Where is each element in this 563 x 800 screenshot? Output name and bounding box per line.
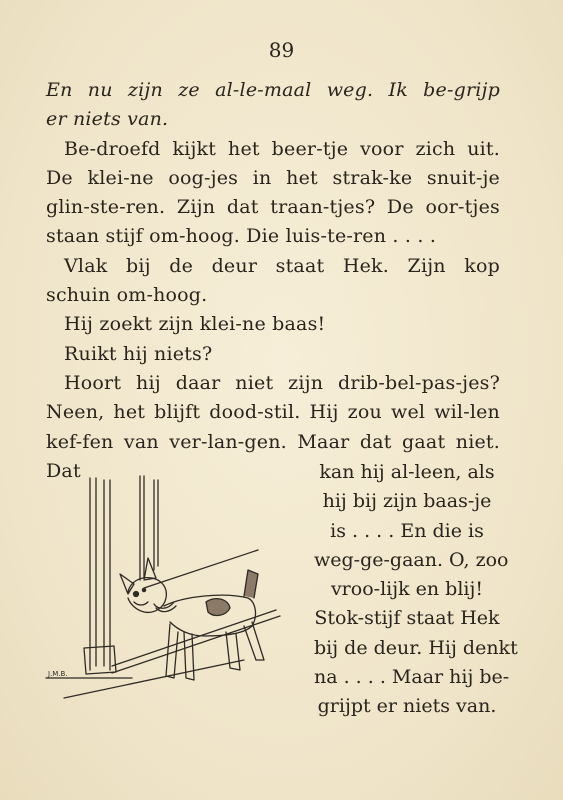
text-line: Vlak bij de deur staat Hek. Zijn kop — [64, 254, 500, 277]
illustrator-signature: J.M.B. — [48, 670, 68, 678]
text-line: bij de deur. Hij denkt — [314, 636, 518, 659]
text-line: De klei-ne oog-jes in het strak-ke snuit-je — [46, 166, 500, 189]
text-line: Stok-stijf staat Hek — [314, 607, 500, 630]
text-line: kan hij al-leen, als — [319, 461, 495, 483]
paragraph-5 — [46, 340, 500, 369]
body-text — [46, 76, 500, 486]
text-line: na . . . . Maar hij be- — [314, 666, 510, 689]
text-line: er niets van. — [46, 108, 169, 131]
text-line: Hoort hij daar niet zijn drib-bel-pas-jes? — [64, 371, 500, 394]
text-line: grijpt er niets van. — [317, 695, 497, 718]
paragraph-4 — [46, 310, 500, 339]
text-line: Hij zoekt zijn klei-ne baas! — [64, 313, 326, 336]
text-line: is . . . . En die is — [330, 519, 484, 542]
wrapped-text-column — [300, 458, 518, 722]
paragraph-3 — [46, 252, 500, 311]
text-line: staan stijf om-hoog. Die luis-te-ren . . . . — [46, 225, 437, 248]
text-line: schuin om-hoog. — [46, 284, 208, 307]
dog-at-door-illustration — [44, 470, 300, 706]
text-line: En nu zijn ze al-le-maal weg. Ik be-grijp — [46, 79, 500, 101]
page-number: 89 — [268, 38, 295, 62]
paragraph-2 — [46, 135, 500, 252]
paragraph-1 — [46, 76, 500, 135]
text-line: Be-droefd kijkt het beer-tje voor zich uit. — [64, 137, 500, 160]
text-line: hij bij zijn baas-je — [322, 490, 492, 513]
text-line: vroo-lijk en blij! — [330, 578, 484, 601]
text-line: Neen, het blijft dood-stil. Hij zou wel wil-len — [46, 401, 500, 424]
text-line: weg-ge-gaan. O, zoo — [314, 548, 509, 571]
text-line: glin-ste-ren. Zijn dat traan-tjes? De oor-tjes — [46, 196, 500, 219]
text-line: Ruikt hij niets? — [64, 342, 213, 365]
dog-figure — [120, 558, 264, 680]
text-line: kef-fen van ver-lan-gen. Maar dat gaat niet. Dat — [46, 430, 500, 482]
